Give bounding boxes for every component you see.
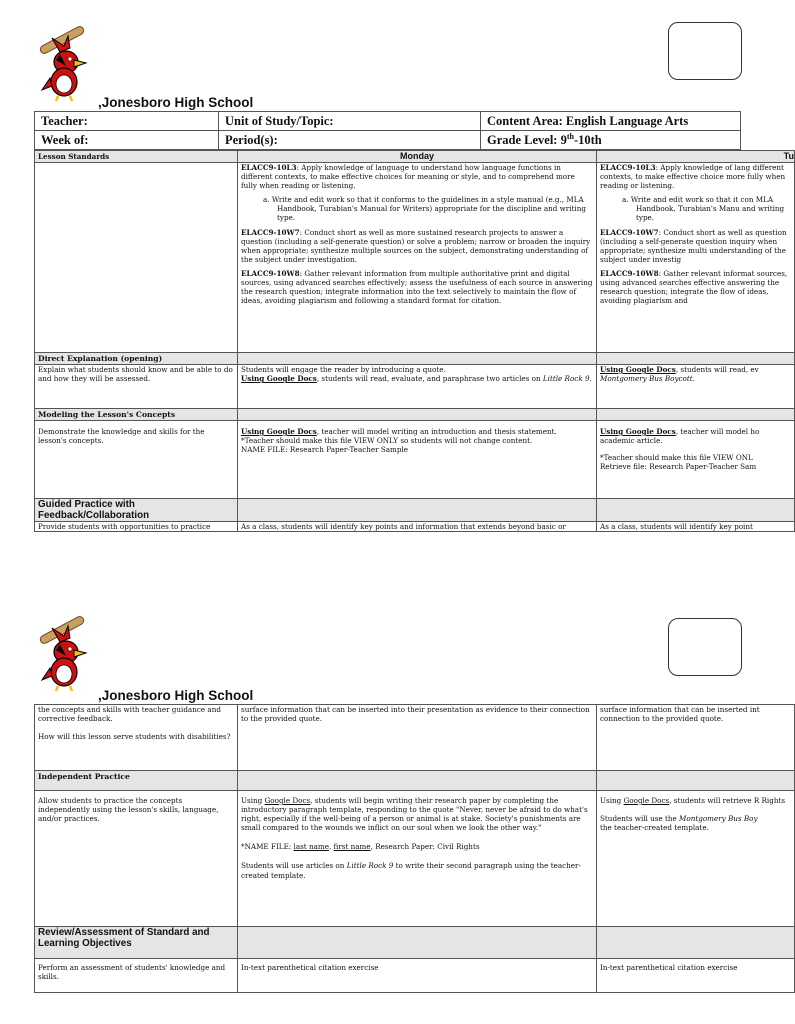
periods-field: Period(s): <box>219 131 481 150</box>
guided-left-p1: Provide students with opportunities to practice <box>35 522 238 532</box>
direct-explanation-monday: Students will engage the reader by introducing a quote. Using Google Docs, students will read, evaluate, and paraphrase two articles on Little Rock 9. <box>238 365 597 409</box>
review-tuesday: In-text parenthetical citation exercise <box>597 959 795 993</box>
guided-tuesday-p1: As a class, students will identify key point <box>597 522 795 532</box>
logo-placeholder-box-page2 <box>668 618 742 676</box>
modeling-heading: Modeling the Lesson's Concepts <box>35 409 238 421</box>
guided-monday-p1: As a class, students will identify key points and information that extends beyond basic or <box>238 522 597 532</box>
guided-monday-p2: surface information that can be inserted into their presentation as evidence to their connection to the provided quote. <box>238 705 597 771</box>
guided-left-p2: the concepts and skills with teacher guidance and corrective feedback. How will this lesson serve students with disabilities? <box>35 705 238 771</box>
grade-level-field: Grade Level: 9th-10th <box>481 131 741 150</box>
independent-left: Allow students to practice the concepts independently using the lesson's skills, language, and/or practices. <box>35 791 238 927</box>
unit-field: Unit of Study/Topic: <box>219 112 481 131</box>
direct-explanation-tuesday: Using Google Docs, students will read, ev Montgomery Bus Boycott. <box>597 365 795 409</box>
teacher-field: Teacher: <box>35 112 219 131</box>
direct-explanation-heading: Direct Explanation (opening) <box>35 353 238 365</box>
col-tuesday: Tu <box>597 151 795 163</box>
modeling-tuesday: Using Google Docs, teacher will model ho academic article. *Teacher should make this file VIEW ONL Retrieve file: Research Paper-Teacher Sam <box>597 421 795 499</box>
lesson-plan-table <box>34 150 795 532</box>
independent-monday: Using Google Docs, students will begin writing their research paper by completing the introductory paragraph template, responding to the quote "Never, never be afraid to do what's right, especially if the well-being of a person or animal is at stake. Society's punishments are small compared to the wounds we inflict on our soul when we look the other way." *NAME FILE: last name, first name, Research Paper: Civil Rights Students will use articles on Little Rock 9 to write their second paragraph using the teacher-created template. <box>238 791 597 927</box>
review-left: Perform an assessment of students' knowledge and skills. <box>35 959 238 993</box>
cardinal-mascot-logo <box>30 620 102 692</box>
standards-tuesday-cell: ELACC9-10L3: Apply knowledge of lang different contexts, to make effective choice more fully when reading or listening. a. Write and edit work so that it con MLA Handbook, Turabian's Manu and writing type. ELACC9-10W7: Conduct short as well as question (including a self-generate question inquiry when appropriate; synthesize multi understanding of the subject under investig ELACC9-10W8: Gather relevant informat sources, using advanced searches effective answering the research question; integrate the flow of ideas, avoiding plagiarism and <box>597 163 795 353</box>
col-monday: Monday <box>238 151 597 163</box>
logo-placeholder-box <box>668 22 742 80</box>
standards-left-cell <box>35 163 238 353</box>
school-name-page2: ,Jonesboro High School <box>98 688 254 703</box>
page-2 <box>0 590 786 1024</box>
review-monday: In-text parenthetical citation exercise <box>238 959 597 993</box>
week-field: Week of: <box>35 131 219 150</box>
cardinal-mascot-logo <box>30 30 102 102</box>
school-name: ,Jonesboro High School <box>98 95 254 110</box>
guided-practice-heading: Guided Practice with Feedback/Collaboration <box>35 499 238 522</box>
header-table <box>34 111 741 150</box>
modeling-left: Demonstrate the knowledge and skills for the lesson's concepts. <box>35 421 238 499</box>
direct-explanation-left: Explain what students should know and be able to do and how they will be assessed. <box>35 365 238 409</box>
independent-tuesday: Using Google Docs, students will retrieve R Rights Students will use the Montgomery Bus Boy the teacher-created template. <box>597 791 795 927</box>
review-heading: Review/Assessment of Standard and Learning Objectives <box>35 927 238 959</box>
content-area-field: Content Area: English Language Arts <box>481 112 741 131</box>
standards-monday-cell: ELACC9-10L3: Apply knowledge of language to understand how language functions in different contexts, to make effective choices for meaning or style, and to comprehend more fully when reading or listening. a. Write and edit work so that it conforms to the guidelines in a style manual (e.g., MLA Handbook, Turabian's Manual for Writers) appropriate for the discipline and writing type. ELACC9-10W7: Conduct short as well as more sustained research projects to answer a question (including a self-generate question) or solve a problem; narrow or broaden the inquiry when appropriate; synthesize multiple sources on the subject, demonstrating understanding of the subject under investigation. ELACC9-10W8: Gather relevant information from multiple authoritative print and digital sources, using advanced searches effectively; assess the usefulness of each source in answering the research question; integrate information into the text selectively to maintain the flow of ideas, avoiding plagiarism and following a standard format for citation. <box>238 163 597 353</box>
modeling-monday: Using Google Docs, teacher will model writing an introduction and thesis statement. *Teacher should make this file VIEW ONLY so students will not change content. NAME FILE: Research Paper-Teacher Sample <box>238 421 597 499</box>
lesson-plan-table-page2 <box>34 704 795 993</box>
independent-practice-heading: Independent Practice <box>35 771 238 791</box>
col-lesson-standards: Lesson Standards <box>35 151 238 163</box>
guided-tuesday-p2: surface information that can be inserted int connection to the provided quote. <box>597 705 795 771</box>
